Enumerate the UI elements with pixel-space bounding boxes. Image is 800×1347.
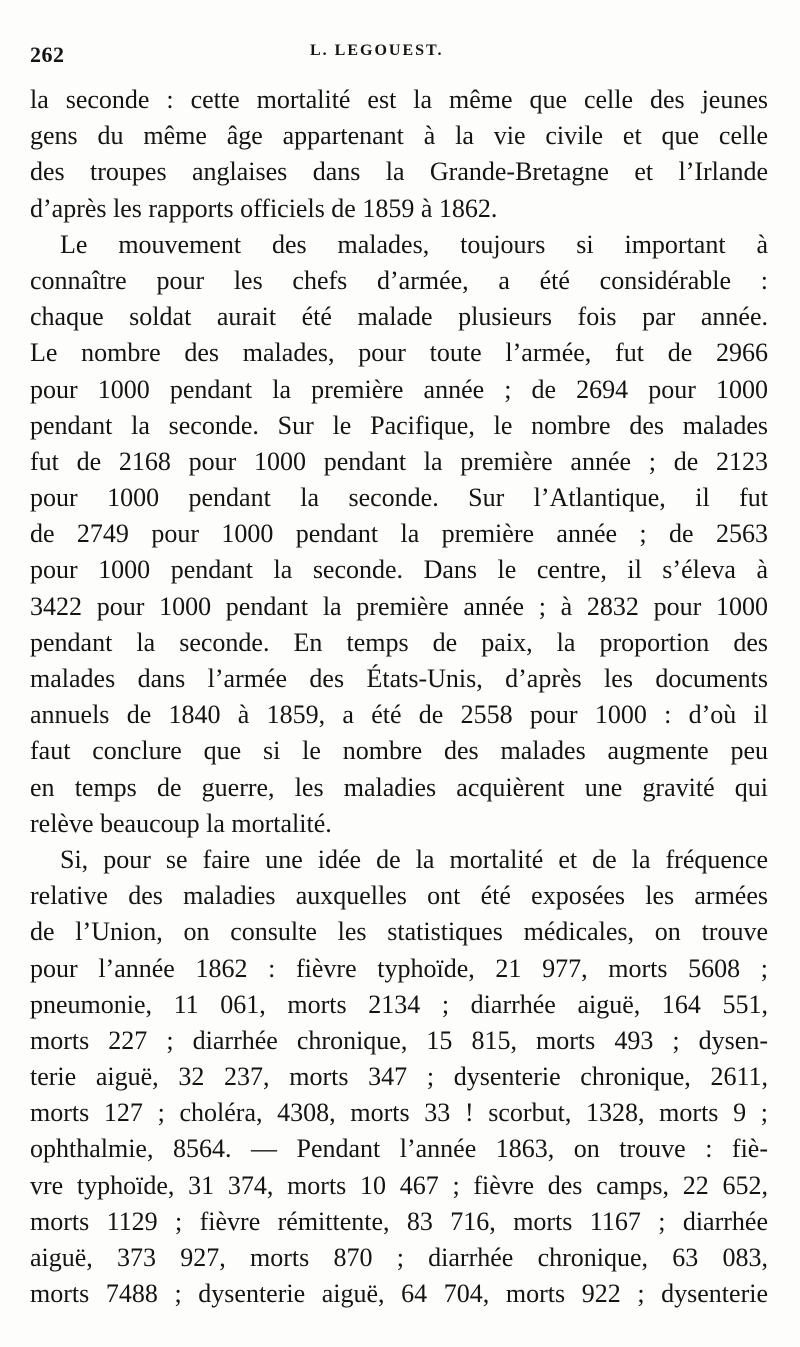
- text-line: vre typhoïde, 31 374, morts 10 467 ; fièvre des camps, 22 652,: [30, 1170, 768, 1200]
- paragraph-start-line: Si, pour se faire une idée de la mortalité et de la fréquence: [60, 844, 768, 874]
- text-line: relative des maladies auxquelles ont été exposées les armées: [30, 881, 768, 911]
- text-line: pour 1000 pendant la seconde. Dans le centre, il s’éleva à: [30, 555, 768, 585]
- text-line: pendant la seconde. Sur le Pacifique, le nombre des malades: [30, 410, 768, 440]
- running-head-author: L. LEGOUEST.: [310, 42, 444, 59]
- text-line: 3422 pour 1000 pendant la première année ; à 2832 pour 1000: [30, 591, 768, 621]
- text-line: d’après les rapports officiels de 1859 à 1862.: [30, 193, 498, 223]
- page-number: 262: [30, 42, 65, 67]
- text-line: Le nombre des malades, pour toute l’armée, fut de 2966: [30, 338, 768, 368]
- text-line: pour 1000 pendant la première année ; de 2694 pour 1000: [30, 374, 768, 404]
- text-line: morts 1129 ; fièvre rémittente, 83 716, morts 1167 ; diarrhée: [30, 1206, 768, 1236]
- text-line: chaque soldat aurait été malade plusieurs fois par année.: [30, 302, 768, 332]
- paragraph-start-line: Le mouvement des malades, toujours si important à: [60, 229, 768, 259]
- text-line: aiguë, 373 927, morts 870 ; diarrhée chronique, 63 083,: [30, 1243, 768, 1272]
- text-line: morts 127 ; choléra, 4308, morts 33 ! scorbut, 1328, morts 9 ;: [30, 1098, 768, 1128]
- text-line: la seconde : cette mortalité est la même que celle des jeunes: [30, 85, 768, 114]
- text-line: faut conclure que si le nombre des malades augmente peu: [30, 736, 768, 766]
- text-line: pour 1000 pendant la seconde. Sur l’Atlantique, il fut: [30, 483, 768, 513]
- text-line: morts 7488 ; dysenterie aiguë, 64 704, morts 922 ; dysenterie: [30, 1279, 768, 1309]
- text-line: pour l’année 1862 : fièvre typhoïde, 21 977, morts 5608 ;: [30, 953, 768, 983]
- text-line: morts 227 ; diarrhée chronique, 15 815, morts 493 ; dysen-: [30, 1025, 768, 1055]
- text-line: connaître pour les chefs d’armée, a été considérable :: [30, 265, 768, 295]
- text-line: de l’Union, on consulte les statistiques médicales, on trouve: [30, 917, 768, 947]
- text-line: fut de 2168 pour 1000 pendant la première année ; de 2123: [30, 446, 768, 476]
- text-line: annuels de 1840 à 1859, a été de 2558 pour 1000 : d’où il: [30, 700, 768, 730]
- text-line: ophthalmie, 8564. — Pendant l’année 1863, on trouve : fiè-: [30, 1134, 768, 1164]
- text-line: pneumonie, 11 061, morts 2134 ; diarrhée aiguë, 164 551,: [30, 989, 768, 1019]
- running-head: [30, 36, 770, 76]
- text-line: des troupes anglaises dans la Grande-Bretagne et l’Irlande: [30, 157, 768, 187]
- text-line: pendant la seconde. En temps de paix, la proportion des: [30, 627, 768, 657]
- text-line: en temps de guerre, les maladies acquièrent une gravité qui: [30, 772, 768, 802]
- text-line: terie aiguë, 32 237, morts 347 ; dysenterie chronique, 2611,: [30, 1062, 768, 1092]
- text-line: gens du même âge appartenant à la vie civile et que celle: [30, 121, 768, 151]
- text-line: relève beaucoup la mortalité.: [30, 808, 332, 838]
- body-text: [30, 82, 768, 1312]
- text-line: de 2749 pour 1000 pendant la première année ; de 2563: [30, 519, 768, 549]
- text-line: malades dans l’armée des États-Unis, d’après les documents: [30, 664, 768, 693]
